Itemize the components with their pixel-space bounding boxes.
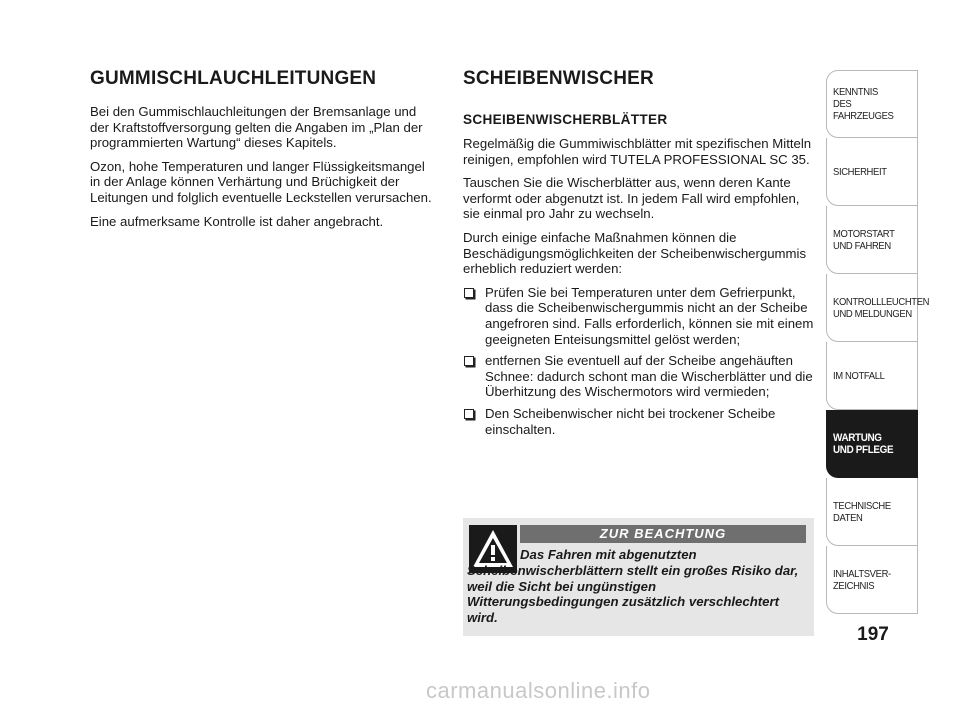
- chapter-tabs: [826, 70, 930, 614]
- list-item: [463, 285, 815, 347]
- tab-label: KONTROLLLEUCHTEN UND MELDUNGEN: [833, 295, 930, 320]
- section-gummischlauchleitungen: [90, 68, 432, 237]
- paragraph: Ozon, hohe Temperaturen und langer Flüssigkeitsmangel in der Anlage können Verhärtung und Brüchigkeit der Leitungen und folglich eventuelle Leckstellen verursachen.: [90, 158, 432, 205]
- checklist: [463, 285, 815, 437]
- paragraph: Tauschen Sie die Wischerblätter aus, wenn deren Kante verformt oder abgenutzt ist. In jedem Fall wird empfohlen, sie einmal pro Jahr zu wechseln.: [463, 175, 800, 222]
- tab-label: KENNTNIS DES FAHRZEUGES: [833, 86, 894, 122]
- tab-technische-daten[interactable]: [826, 478, 918, 546]
- checkbox-bullet-icon: [464, 288, 474, 298]
- paragraph: Eine aufmerksame Kontrolle ist daher angebracht.: [90, 213, 384, 229]
- tab-label: SICHERHEIT: [833, 165, 887, 178]
- warning-header: ZUR BEACHTUNG: [520, 525, 806, 543]
- warning-text: Das Fahren mit abgenutzten Scheibenwischerblättern stellt ein großes Risiko dar, weil die Sicht bei ungünstigen Witterungsbedingungen zusätzlich verschlechtert wird.: [467, 547, 799, 626]
- list-item-text: Prüfen Sie bei Temperaturen unter dem Gefrierpunkt, dass die Scheibenwischergummis nicht an der Scheibe angefroren sind. Falls erforderlich, können sie mit einem geeigneten Enteisungsmittel gelöst werden;: [485, 284, 814, 347]
- tab-sicherheit[interactable]: [826, 138, 918, 206]
- list-item: [463, 406, 815, 437]
- paragraph: Durch einige einfache Maßnahmen können die Beschädigungsmöglichkeiten der Scheibenwischergummis erheblich reduziert werden:: [463, 229, 807, 277]
- tab-kontrollleuchten-und-meldungen[interactable]: [826, 274, 930, 342]
- tab-label: MOTORSTART UND FAHREN: [833, 227, 895, 252]
- tab-inhaltsverzeichnis[interactable]: [826, 546, 918, 614]
- tab-im-notfall[interactable]: [826, 342, 918, 410]
- list-item: [463, 353, 815, 400]
- section-scheibenwischer: [463, 68, 815, 443]
- tab-wartung-und-pflege[interactable]: [826, 410, 918, 478]
- tab-label: WARTUNG UND PFLEGE: [833, 431, 894, 456]
- subsection-title: SCHEIBENWISCHERBLÄTTER: [463, 112, 668, 127]
- paragraph: Regelmäßig die Gummiwischblätter mit spezifischen Mitteln reinigen, empfohlen wird TUTELA PROFESSIONAL SC 35.: [463, 136, 812, 167]
- watermark: carmanualsonline.info: [426, 678, 651, 703]
- tab-motorstart-und-fahren[interactable]: [826, 206, 918, 274]
- paragraph: Bei den Gummischlauchleitungen der Bremsanlage und der Kraftstoffversorgung gelten die Angaben im „Plan der programmierten Wartung“ dieses Kapitels.: [90, 104, 423, 151]
- page-number: 197: [857, 624, 889, 645]
- list-item-text: entfernen Sie eventuell auf der Scheibe angehäuften Schnee: dadurch schont man die Wischerblätter und die Überhitzung des Wischermotors wird vermieden;: [485, 353, 813, 400]
- list-item-text: Den Scheibenwischer nicht bei trockener Scheibe einschalten.: [485, 405, 776, 437]
- section-title: GUMMISCHLAUCHLEITUNGEN: [90, 68, 377, 89]
- tab-kenntnis-des-fahrzeuges[interactable]: [826, 70, 918, 138]
- section-title: SCHEIBENWISCHER: [463, 68, 654, 89]
- checkbox-bullet-icon: [464, 356, 474, 366]
- warning-box: [463, 518, 814, 636]
- checkbox-bullet-icon: [464, 409, 474, 419]
- tab-label: IM NOTFALL: [833, 369, 885, 382]
- tab-label: TECHNISCHE DATEN: [833, 499, 891, 524]
- tab-label: INHALTSVER- ZEICHNIS: [833, 567, 891, 592]
